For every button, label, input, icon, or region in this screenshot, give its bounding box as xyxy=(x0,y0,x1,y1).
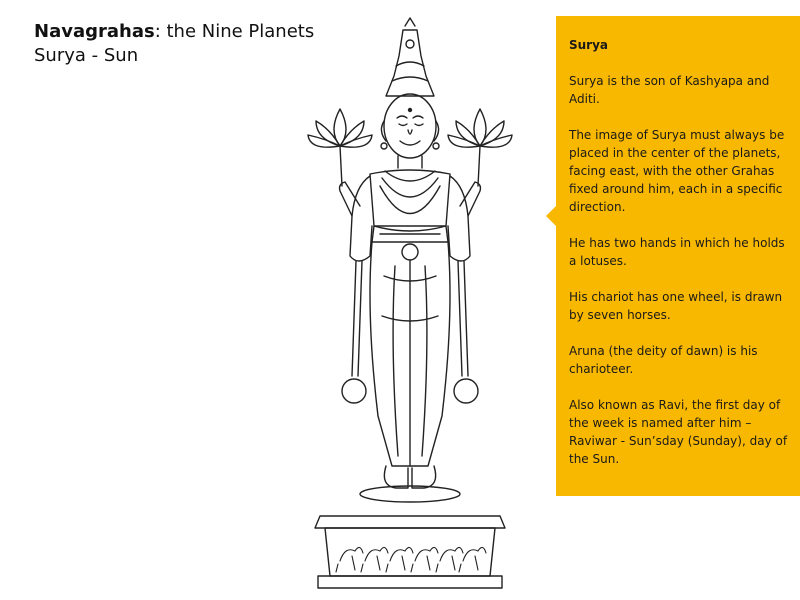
info-heading: Surya xyxy=(569,38,609,52)
right-lotus xyxy=(448,109,512,147)
title-block xyxy=(34,20,314,68)
surya-illustration xyxy=(300,16,550,596)
info-paragraph-4: His chariot has one wheel, is drawn by seven horses. xyxy=(569,290,783,322)
page-title xyxy=(34,20,314,44)
info-paragraph-3: He has two hands in which he holds a lotuses. xyxy=(569,236,785,268)
callout-pointer xyxy=(546,206,556,226)
title-rest: : the Nine Planets xyxy=(154,21,315,42)
crown xyxy=(386,18,434,96)
right-lotus-stem xyxy=(478,146,480,186)
face xyxy=(384,94,436,158)
horses-frieze xyxy=(336,547,486,572)
title-bold: Navagrahas xyxy=(34,21,155,42)
page-subtitle: Surya - Sun xyxy=(34,45,139,66)
info-paragraph-1: Surya is the son of Kashyapa and Aditi. xyxy=(569,74,770,106)
info-paragraph-5: Aruna (the deity of dawn) is his charioteer. xyxy=(569,344,758,376)
pedestal-top xyxy=(360,486,460,502)
left-arm xyxy=(350,176,372,261)
info-paragraph-2: The image of Surya must always be placed in the center of the planets, facing east, with the other Grahas fixed around him, each in a specific direction. xyxy=(569,128,785,214)
info-paragraph-6: Also known as Ravi, the first day of the week is named after him – Raviwar - Sun’sday (Sunday), day of the Sun. xyxy=(569,398,788,466)
right-arm xyxy=(448,176,470,261)
pedestal xyxy=(315,516,505,528)
left-lotus xyxy=(308,109,372,147)
left-lotus-stem xyxy=(340,146,342,186)
info-box xyxy=(556,16,800,496)
